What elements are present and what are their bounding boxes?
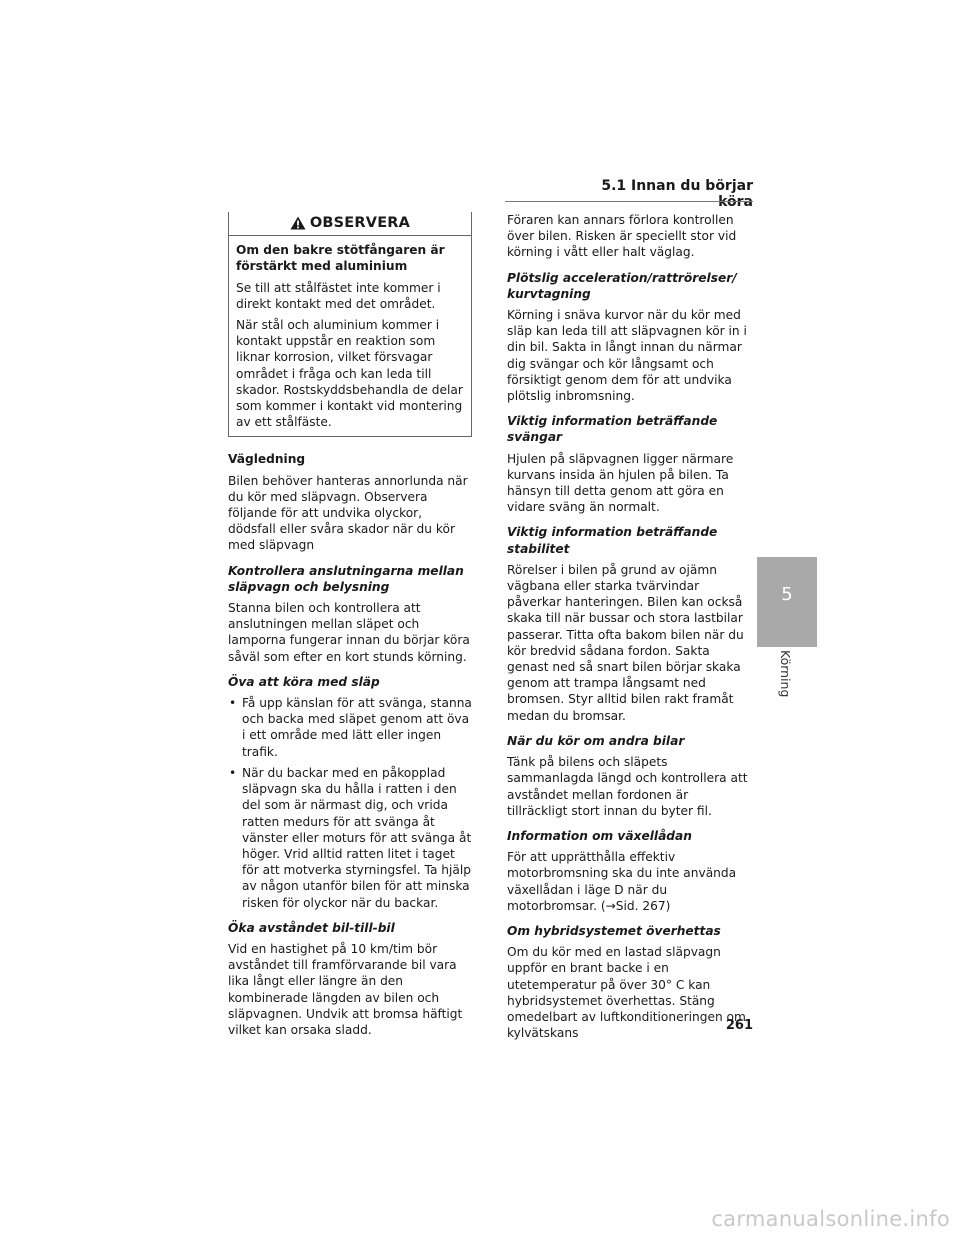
left-column (228, 212, 472, 1047)
kontroll-text: Stanna bilen och kontrollera att anslutningen mellan släpet och lamporna fungerar innan du börjar köra såväl som efter en kort stunds körning. (228, 601, 470, 664)
svangar-heading: Viktig information beträffande svängar (507, 414, 718, 445)
vagledning-text: Bilen behöver hanteras annorlunda när du kör med släpvagn. Observera följande för att undvika olyckor, dödsfall eller svåra skador när du kör med släpvagn (228, 473, 468, 553)
observera-paragraph-1: Se till att stålfästet inte kommer i direkt kontakt med det området. (236, 280, 441, 311)
observera-paragraph-2: När stål och aluminium kommer i kontakt uppstår en reaktion som liknar korrosion, vilket försvagar området i fråga och kan leda till skador. Rostskyddsbehandla de delar som kommer i kontakt vid montering av ett stålfäste. (236, 318, 463, 430)
vaxellada-text: För att upprätthålla effektiv motorbromsning ska du inte använda växellådan i läge D när du motorbromsar. (→Sid. 267) (507, 850, 737, 913)
observera-box (228, 212, 472, 437)
vaxellada-heading: Information om växellådan (507, 828, 692, 843)
oka-text: Vid en hastighet på 10 km/tim bör avståndet till framförvarande bil vara lika långt eller längre än den kombinerade längden av bilen och släpvagnen. Undvik att bromsa häftigt vilket kan orsaka sladd. (228, 941, 463, 1037)
chapter-label: Körning (778, 650, 793, 698)
andra-bilar-text: Tänk på bilens och släpets sammanlagda längd och kontrollera att avståndet mellan fordonen är tillräckligt stort innan du byter fil. (507, 755, 748, 818)
chapter-tab (757, 557, 817, 647)
oka-heading: Öka avståndet bil-till-bil (228, 920, 395, 935)
observera-subtitle: Om den bakre stötfångaren är förstärkt med aluminium (236, 243, 445, 274)
observera-title: OBSERVERA (309, 215, 411, 231)
header-divider (505, 201, 753, 202)
right-column (507, 212, 752, 1050)
svangar-text: Hjulen på släpvagnen ligger närmare kurvans insida än hjulen på bilen. Ta hänsyn till detta genom att göra en vidare sväng än normalt. (507, 451, 734, 515)
right-intro-text: Föraren kan annars förlora kontrollen över bilen. Risken är speciellt stor vid körning i vått eller halt väglag. (507, 213, 737, 260)
observera-body (229, 236, 471, 436)
ova-list (228, 695, 472, 911)
page-number: 261 (725, 1018, 753, 1033)
vagledning-heading: Vägledning (228, 452, 306, 467)
kontroll-heading: Kontrollera anslutningarna mellan släpvagn och belysning (228, 563, 464, 594)
chapter-label-wrap (779, 650, 795, 710)
watermark-logo: carmanualsonline.info (711, 1207, 950, 1231)
stabilitet-text: Rörelser i bilen på grund av ojämn vägbana eller starka tvärvindar påverkar hanteringen. Bilen kan också skaka till när bussar och stora lastbilar passerar. Titta ofta bakom bilen när du kör bredvid sådana fordon. Sakta genast ned så snart bilen börjar skaka genom att trampa långsamt ned bromsen. Styr alltid bilen rakt framåt medan du bromsar. (507, 562, 744, 723)
chapter-number: 5 (781, 584, 793, 605)
list-item: • Få upp känslan för att svänga, stanna och backa med släpet genom att öva i ett område med lätt eller ingen trafik. (228, 695, 472, 760)
list-item: • När du backar med en påkopplad släpvagn ska du hålla i ratten i den del som är närmast dig, och vrida ratten medurs för att svänga åt vänster eller moturs för att svänga åt höger. Vrid alltid ratten litet i taget för att motverka styrningsfel. Ta hjälp av någon utanför bilen för att minska risken för olyckor när du backar. (228, 765, 472, 911)
plotslig-text: Körning i snäva kurvor när du kör med släp kan leda till att släpvagnen kör in i din bil. Sakta in långt innan du närmar dig svängar och kör långsamt och försiktigt genom dem för att undvika plötslig inbromsning. (507, 308, 747, 404)
observera-header (229, 212, 471, 236)
andra-bilar-heading: När du kör om andra bilar (507, 733, 685, 748)
ova-heading: Öva att köra med släp (228, 674, 380, 689)
stabilitet-heading: Viktig information beträffande stabilitet (507, 525, 718, 556)
hybrid-text: Om du kör med en lastad släpvagn uppför en brant backe i en utetemperatur på över 30° C kan hybridsystemet överhettas. Stäng omedelbart av luftkonditioneringen om kylvätskans (507, 945, 746, 1041)
warning-icon (290, 216, 306, 230)
plotslig-heading: Plötslig acceleration/rattrörelser/ kurvtagning (507, 270, 737, 301)
section-header: 5.1 Innan du börjar köra (601, 178, 753, 210)
hybrid-heading: Om hybridsystemet överhettas (507, 923, 721, 938)
